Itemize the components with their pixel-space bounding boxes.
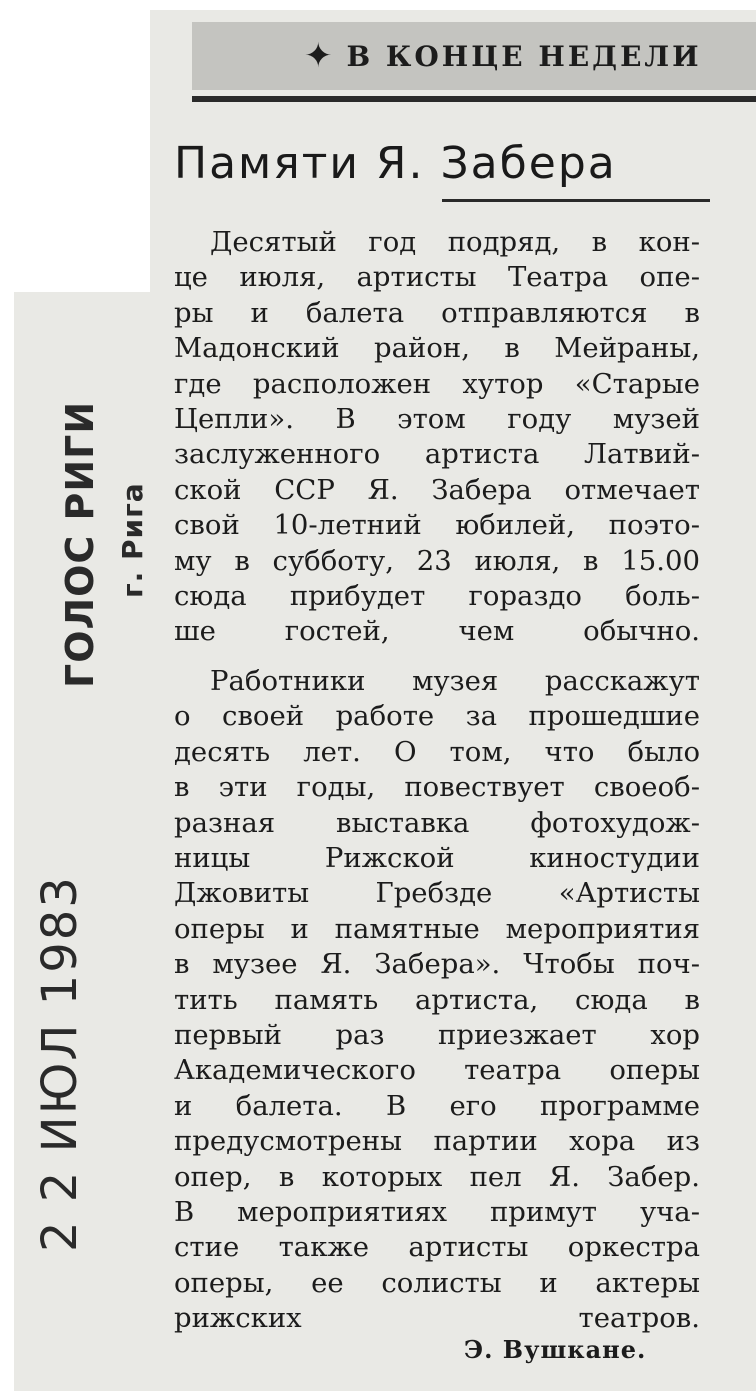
text-line: о своей работе за прошедшие	[174, 700, 700, 733]
text-line: где расположен хутор «Старые	[174, 367, 700, 400]
text-line: му в субботу, 23 июля, в 15.00	[174, 544, 700, 577]
article-paragraph-2	[174, 664, 700, 1337]
stamp-newspaper-name: ГОЛОС РИГИ	[58, 400, 102, 688]
article-author: Э. Вушкане.	[464, 1335, 647, 1364]
rubric-banner	[192, 22, 756, 90]
text-line: Десятый год подряд, в кон-	[210, 226, 700, 258]
stamp-date: 2 2 ИЮЛ 1983	[32, 875, 88, 1252]
text-line: В мероприятиях примут уча-	[174, 1195, 700, 1228]
text-line: в музее Я. Забера». Чтобы поч-	[174, 948, 700, 981]
text-line: разная выставка фотохудож-	[174, 806, 700, 839]
text-line: це июля, артисты Театра опе-	[174, 261, 700, 294]
text-line: тить память артиста, сюда в	[174, 983, 700, 1016]
text-line: ской ССР Я. Забера отмечает	[174, 473, 700, 506]
headline-underline	[442, 199, 710, 202]
text-line: Мадонский район, в Мейраны,	[174, 332, 700, 365]
text-line: Академического театра оперы	[174, 1054, 700, 1087]
stamp-city: г. Рига	[116, 482, 149, 598]
text-line: свой 10-летний юбилей, поэто-	[174, 509, 700, 542]
rubric-title: В КОНЦЕ НЕДЕЛИ	[346, 39, 702, 73]
text-line: первый раз приезжает хор	[174, 1018, 700, 1051]
text-line: ры и балета отправляются в	[174, 296, 700, 329]
rubric-rule	[192, 96, 756, 102]
star-icon: ✦	[304, 36, 333, 76]
newspaper-clipping	[14, 10, 756, 1391]
text-line: оперы и памятные мероприятия	[174, 912, 700, 945]
text-line: сюда прибудет гораздо боль-	[174, 580, 700, 613]
text-line: и балета. В его программе	[174, 1089, 700, 1122]
article-body	[174, 225, 700, 1337]
article-headline: Памяти Я. Забера	[174, 138, 617, 189]
text-line: Джовиты Гребзде «Артисты	[174, 877, 700, 910]
text-line: Цепли». В этом году музей	[174, 403, 700, 436]
text-line: ницы Рижской киностудии	[174, 841, 700, 874]
text-line: в эти годы, повествует своеоб-	[174, 771, 700, 804]
text-line: опер, в которых пел Я. Забер.	[174, 1160, 700, 1193]
text-line: стие также артисты оркестра	[174, 1231, 700, 1264]
text-line: ше гостей, чем обычно.	[174, 615, 700, 648]
text-line: заслуженного артиста Латвий-	[174, 438, 700, 471]
text-line: предусмотрены партии хора из	[174, 1125, 700, 1158]
text-line: рижских театров.	[174, 1302, 700, 1335]
text-line: Работники музея расскажут	[210, 664, 700, 697]
text-line: оперы, ее солисты и актеры	[174, 1266, 700, 1299]
text-line: десять лет. О том, что было	[174, 735, 700, 768]
article-paragraph-1	[174, 225, 700, 650]
